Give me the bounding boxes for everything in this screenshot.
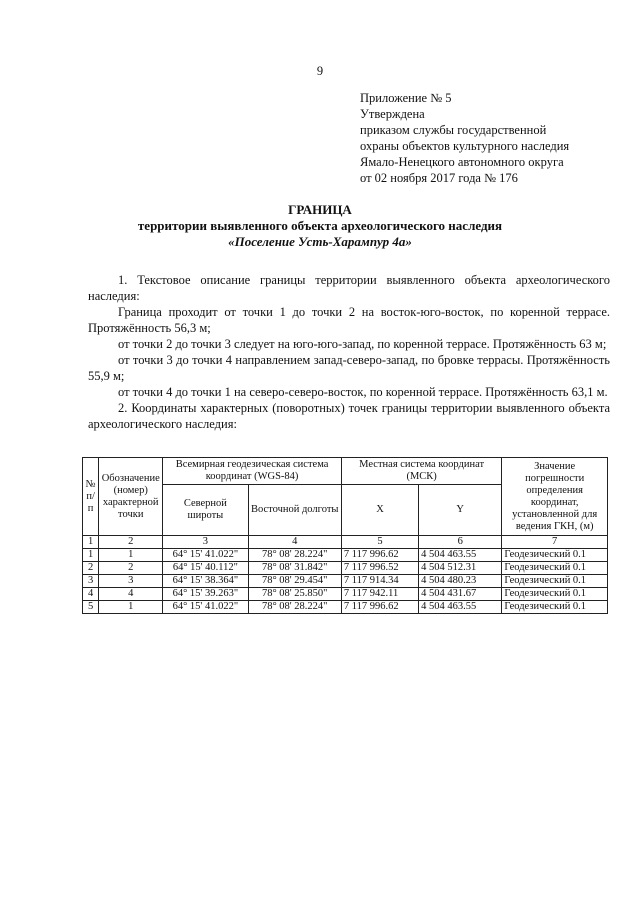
cell-num: 4 [83, 588, 99, 601]
paragraph: Граница проходит от точки 1 до точки 2 на восток-юго-восток, по коренной террасе. Протяжённость 56,3 м; [88, 305, 610, 335]
cell-error: Геодезический 0.1 [502, 575, 608, 588]
column-number: 1 [83, 536, 99, 549]
cell-num: 2 [83, 562, 99, 575]
column-number: 6 [419, 536, 502, 549]
column-number: 5 [341, 536, 418, 549]
header-north: Северной широты [163, 485, 248, 536]
cell-y: 4 504 480.23 [419, 575, 502, 588]
cell-north: 64° 15' 41.022" [163, 549, 248, 562]
table-row [83, 562, 608, 575]
header-local-system: Местная система координат (МСК) [341, 458, 501, 485]
cell-x: 7 117 942.11 [341, 588, 418, 601]
boundary-description [88, 272, 610, 432]
paragraph: 1. Текстовое описание границы территории выявленного объекта археологического наследия: [88, 273, 610, 303]
cell-x: 7 117 996.62 [341, 601, 418, 614]
cell-north: 64° 15' 38.364" [163, 575, 248, 588]
header-error: Значение погрешности определения координат, установленной для ведения ГКН, (м) [502, 458, 608, 536]
document-title [0, 202, 640, 250]
cell-north: 64° 15' 39.263" [163, 588, 248, 601]
cell-x: 7 117 996.52 [341, 562, 418, 575]
cell-point: 3 [99, 575, 163, 588]
cell-error: Геодезический 0.1 [502, 562, 608, 575]
cell-point: 1 [99, 601, 163, 614]
cell-num: 3 [83, 575, 99, 588]
cell-east: 78° 08' 28.224" [248, 549, 341, 562]
cell-point: 2 [99, 562, 163, 575]
cell-error: Геодезический 0.1 [502, 601, 608, 614]
cell-num: 1 [83, 549, 99, 562]
header-east: Восточной долготы [248, 485, 341, 536]
paragraph: от точки 4 до точки 1 на северо-северо-восток, по коренной террасе. Протяжённость 63,1 м. [118, 385, 608, 399]
appendix-line: Ямало-Ненецкого автономного округа [360, 155, 564, 169]
table-row [83, 549, 608, 562]
cell-num: 5 [83, 601, 99, 614]
cell-east: 78° 08' 29.454" [248, 575, 341, 588]
table-row [83, 575, 608, 588]
cell-east: 78° 08' 25.850" [248, 588, 341, 601]
cell-point: 1 [99, 549, 163, 562]
cell-north: 64° 15' 41.022" [163, 601, 248, 614]
cell-error: Геодезический 0.1 [502, 549, 608, 562]
table-row [83, 601, 608, 614]
paragraph: от точки 2 до точки 3 следует на юго-юго-запад, по коренной террасе. Протяжённость 63 м; [118, 337, 607, 351]
cell-point: 4 [99, 588, 163, 601]
header-y: Y [419, 485, 502, 536]
appendix-line: Приложение № 5 [360, 91, 452, 105]
appendix-line: охраны объектов культурного наследия [360, 139, 570, 153]
cell-north: 64° 15' 40.112" [163, 562, 248, 575]
header-wgs: Всемирная геодезическая система координат (WGS-84) [163, 458, 342, 485]
paragraph: от точки 3 до точки 4 направлением запад-северо-запад, по бровке террасы. Протяжённость 55,9 м; [88, 353, 610, 383]
cell-y: 4 504 463.55 [419, 549, 502, 562]
cell-east: 78° 08' 31.842" [248, 562, 341, 575]
title-line: ГРАНИЦА [288, 202, 352, 217]
cell-error: Геодезический 0.1 [502, 588, 608, 601]
cell-y: 4 504 463.55 [419, 601, 502, 614]
cell-x: 7 117 914.34 [341, 575, 418, 588]
column-number: 3 [163, 536, 248, 549]
table-row [83, 588, 608, 601]
title-line: территории выявленного объекта археологического наследия [137, 218, 503, 233]
title-object-name: «Поселение Усть-Харампур 4а» [228, 234, 412, 249]
paragraph: 2. Координаты характерных (поворотных) точек границы территории выявленного объекта археологического наследия: [88, 401, 610, 431]
appendix-line: Утверждена [360, 107, 425, 121]
header-point: Обозначение (номер) характерной точки [99, 458, 163, 536]
cell-x: 7 117 996.62 [341, 549, 418, 562]
column-number: 4 [248, 536, 341, 549]
column-number-row [83, 536, 608, 549]
cell-y: 4 504 512.31 [419, 562, 502, 575]
header-number: № п/п [83, 458, 99, 536]
cell-east: 78° 08' 28.224" [248, 601, 341, 614]
appendix-line: приказом службы государственной [360, 123, 547, 137]
appendix-line: от 02 ноября 2017 года № 176 [360, 171, 518, 185]
header-x: X [341, 485, 418, 536]
cell-y: 4 504 431.67 [419, 588, 502, 601]
column-number: 7 [502, 536, 608, 549]
column-number: 2 [99, 536, 163, 549]
page-number: 9 [316, 64, 324, 78]
coordinates-table [82, 457, 608, 614]
appendix-approval-block [360, 90, 630, 186]
